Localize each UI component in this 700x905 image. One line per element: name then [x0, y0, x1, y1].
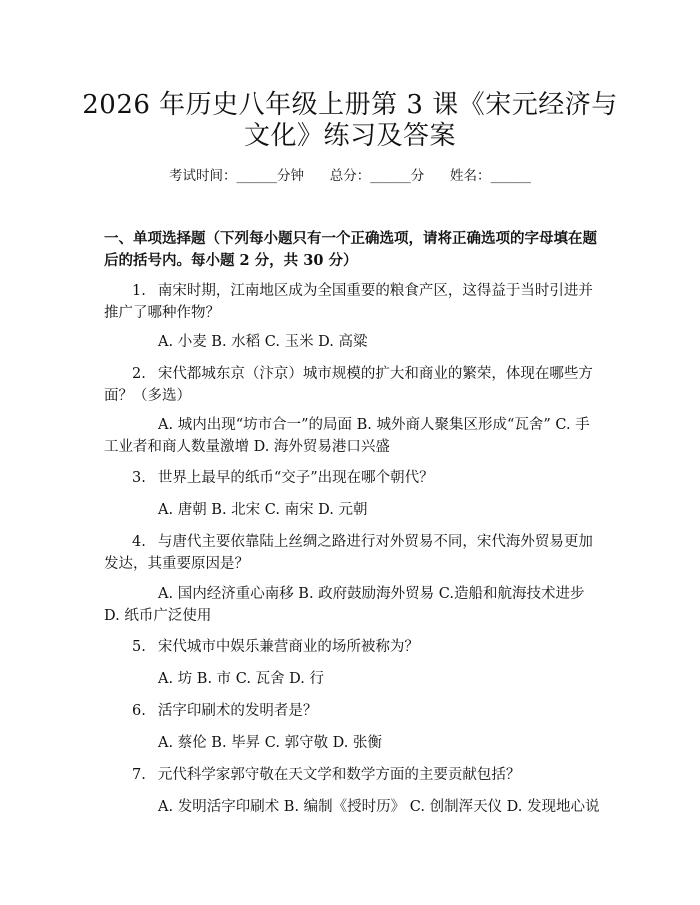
- section-heading: 一、单项选择题（下列每小题只有一个正确选项，请将正确选项的字母填在题后的括号内。每小题 2 分，共 30 分）: [104, 230, 597, 269]
- question-text: 与唐代主要依靠陆上丝绸之路进行对外贸易不同，宋代海外贸易更加发达，其重要原因是？: [104, 534, 593, 572]
- options-text: A. 城内出现“坊市合一”的局面 B. 城外商人聚集区形成“瓦舍” C. 手工业者和商人数量激增 D. 海外贸易港口兴盛: [104, 417, 590, 455]
- options-text: A. 蔡伦 B. 毕昇 C. 郭守敬 D. 张衡: [158, 735, 383, 751]
- question-6: [104, 700, 602, 722]
- question-3: [104, 467, 602, 489]
- question-number: 4.: [132, 534, 146, 550]
- question-2: [104, 363, 602, 407]
- question-2-options: [104, 414, 602, 458]
- question-number: 7.: [132, 767, 146, 783]
- question-6-options: [104, 732, 602, 754]
- question-text: 元代科学家郭守敬在天文学和数学方面的主要贡献包括？: [157, 767, 521, 783]
- options-text: A. 小麦 B. 水稻 C. 玉米 D. 高粱: [158, 334, 368, 350]
- question-number: 5.: [132, 639, 146, 655]
- exam-info-line: 考试时间：______分钟 总分：______分 姓名：______: [169, 168, 531, 184]
- question-text: 活字印刷术的发明者是？: [157, 703, 318, 719]
- question-1: [104, 280, 602, 324]
- question-number: 6.: [132, 703, 146, 719]
- question-number: 2.: [132, 366, 146, 382]
- question-text: 世界上最早的纸币“交子”出现在哪个朝代？: [157, 470, 434, 486]
- question-7: [104, 764, 602, 786]
- options-text: A. 发明活字印刷术 B. 编制《授时历》 C. 创制浑天仪 D. 发现地心说: [158, 799, 600, 815]
- question-5: [104, 636, 602, 658]
- options-text: A. 国内经济重心南移 B. 政府鼓励海外贸易 C.造船和航海技术进步 D. 纸币广泛使用: [104, 586, 585, 624]
- question-1-options: [104, 331, 602, 353]
- question-text: 宋代城市中娱乐兼营商业的场所被称为？: [157, 639, 419, 655]
- question-text: 南宋时期，江南地区成为全国重要的粮食产区，这得益于当时引进并推广了哪种作物？: [104, 283, 593, 321]
- options-text: A. 坊 B. 市 C. 瓦舍 D. 行: [158, 671, 325, 687]
- question-number: 3.: [132, 470, 146, 486]
- question-4-options: [104, 583, 602, 627]
- question-7-options: [104, 796, 602, 818]
- document-title-line-2: 文化》练习及答案: [243, 121, 456, 151]
- options-text: A. 唐朝 B. 北宋 C. 南宋 D. 元朝: [158, 502, 368, 518]
- question-text: 宋代都城东京（汴京）城市规模的扩大和商业的繁荣，体现在哪些方面？（多选）: [104, 366, 593, 404]
- question-4: [104, 531, 602, 575]
- question-3-options: [104, 499, 602, 521]
- question-number: 1.: [132, 283, 146, 299]
- question-5-options: [104, 668, 602, 690]
- document-title-line-1: 2026 年历史八年级上册第 3 课《宋元经济与: [82, 90, 618, 120]
